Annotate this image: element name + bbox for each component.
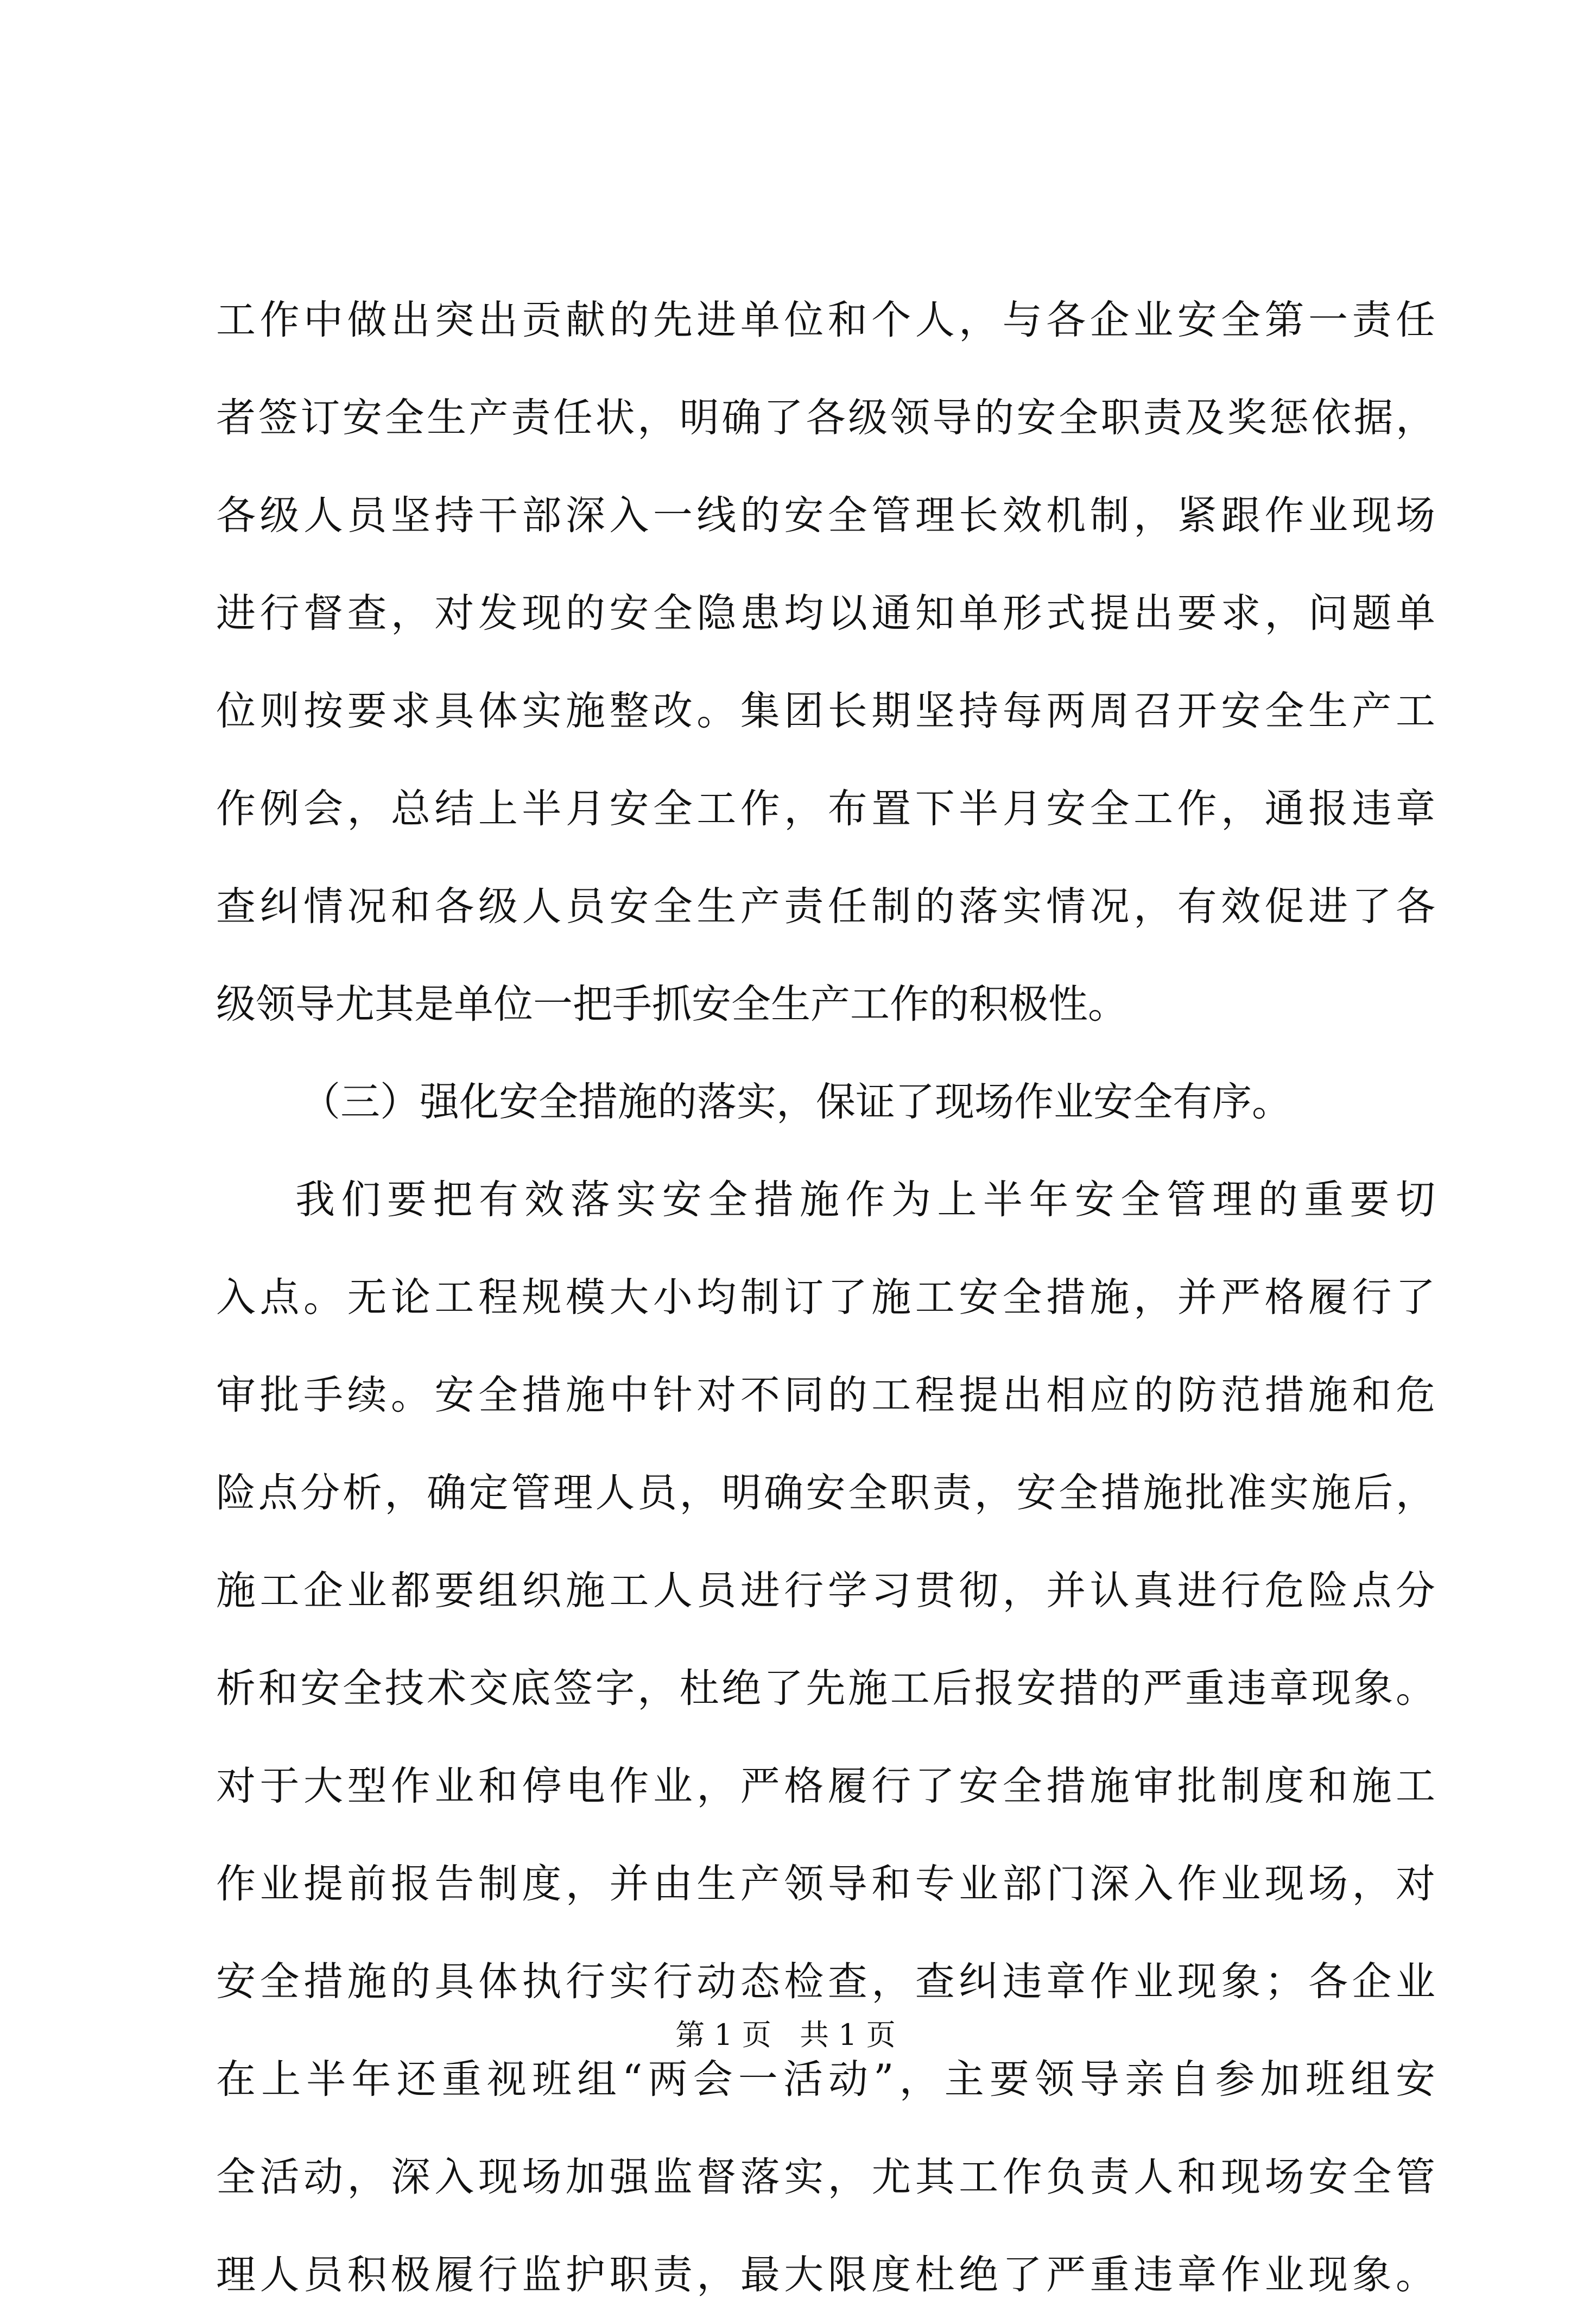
body-line: 审批手续。安全措施中针对不同的工程提出相应的防范措施和危: [216, 1372, 1435, 1418]
body-line: 进行督查，对发现的安全隐患均以通知单形式提出要求，问题单: [216, 590, 1435, 636]
body-line: 施工企业都要组织施工人员进行学习贯彻，并认真进行危险点分: [216, 1568, 1435, 1614]
body-line: 险点分析，确定管理人员，明确安全职责，安全措施批准实施后，: [216, 1470, 1435, 1516]
body-line: 安全措施的具体执行实行动态检查，查纠违章作业现象；各企业: [216, 1959, 1435, 2005]
body-line: 位则按要求具体实施整改。集团长期坚持每两周召开安全生产工: [216, 688, 1435, 734]
body-line: 作业提前报告制度，并由生产领导和专业部门深入作业现场，对: [216, 1861, 1435, 1907]
body-line: 工作中做出突出贡献的先进单位和个人，与各企业安全第一责任: [216, 297, 1435, 343]
section-heading: （三）强化安全措施的落实，保证了现场作业安全有序。: [301, 1079, 1291, 1125]
body-line: 各级人员坚持干部深入一线的安全管理长效机制，紧跟作业现场: [216, 492, 1435, 539]
body-line: 对于大型作业和停电作业，严格履行了安全措施审批制度和施工: [216, 1763, 1435, 1809]
body-line: 查纠情况和各级人员安全生产责任制的落实情况，有效促进了各: [216, 883, 1435, 930]
page-number-current: 第 1 页: [675, 2018, 771, 2052]
body-line: 全活动，深入现场加强监督落实，尤其工作负责人和现场安全管: [216, 2154, 1435, 2200]
body-line: 作例会，总结上半月安全工作，布置下半月安全工作，通报违章: [216, 786, 1435, 832]
body-line: 理人员积极履行监护职责，最大限度杜绝了严重违章作业现象。: [216, 2252, 1435, 2298]
body-line: 析和安全技术交底签字，杜绝了先施工后报安措的严重违章现象。: [216, 1665, 1435, 1712]
body-line: 级领导尤其是单位一把手抓安全生产工作的积极性。: [216, 981, 1127, 1027]
body-line: 入点。无论工程规模大小均制订了施工安全措施，并严格履行了: [216, 1274, 1435, 1321]
body-line: 者签订安全生产责任状，明确了各级领导的安全职责及奖惩依据，: [216, 395, 1435, 441]
page-footer: [0, 2013, 1571, 2057]
body-line: 我们要把有效落实安全措施作为上半年安全管理的重要切: [295, 1177, 1435, 1223]
page-number-total: 共 1 页: [800, 2018, 896, 2052]
body-line: 在上半年还重视班组“两会一活动”，主要领导亲自参加班组安: [216, 2056, 1435, 2102]
